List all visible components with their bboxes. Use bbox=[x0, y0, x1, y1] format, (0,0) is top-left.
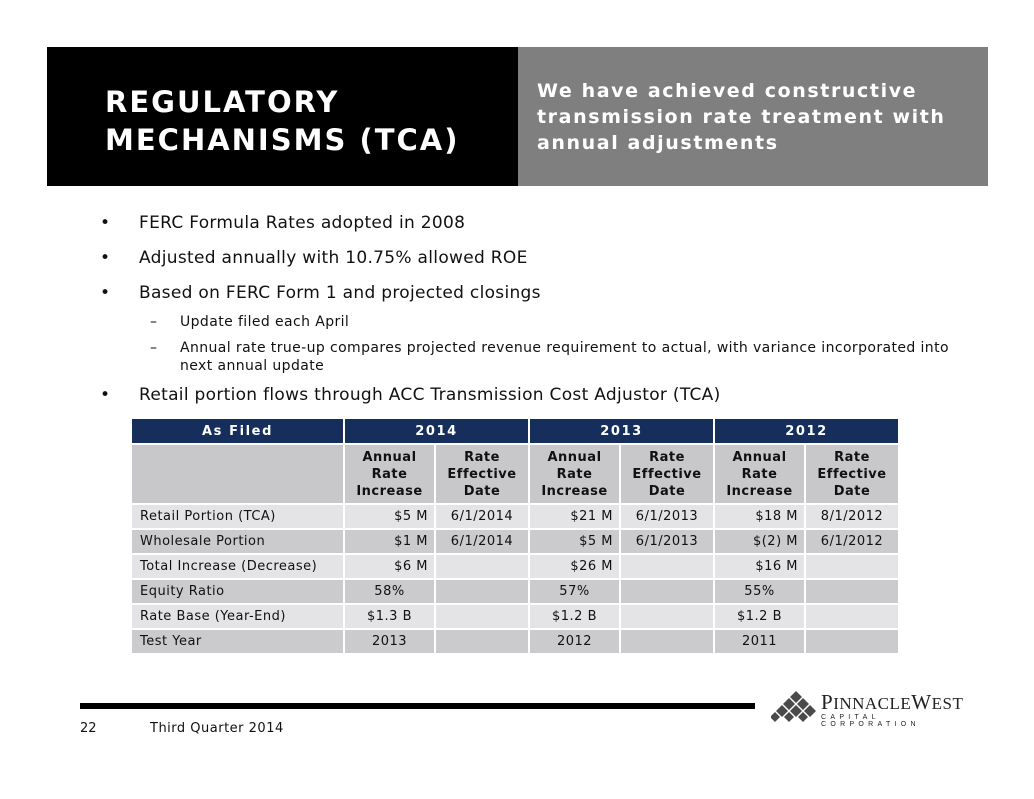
cell-increase-2012: $(2) M bbox=[714, 529, 805, 554]
cell-increase-2014: $5 M bbox=[344, 504, 435, 529]
cell-date-2014 bbox=[435, 604, 529, 629]
bullet-text: Based on FERC Form 1 and projected closings bbox=[139, 283, 541, 303]
sub-bullet-marker: – bbox=[150, 314, 158, 330]
cell-increase-2013: 57% bbox=[529, 579, 620, 604]
row-label: Equity Ratio bbox=[131, 579, 344, 604]
row-label: Rate Base (Year-End) bbox=[131, 604, 344, 629]
table-row bbox=[131, 604, 899, 629]
col-header-increase: Annual Rate Increase bbox=[714, 444, 805, 504]
col-header-date: Rate Effective Date bbox=[435, 444, 529, 504]
cell-increase-2013: $26 M bbox=[529, 554, 620, 579]
bullet-item bbox=[100, 212, 950, 234]
cell-increase-2012: 2011 bbox=[714, 629, 805, 654]
row-label: Wholesale Portion bbox=[131, 529, 344, 554]
cell-date-2013: 6/1/2013 bbox=[620, 504, 714, 529]
sub-bullet-item bbox=[100, 339, 950, 375]
cell-date-2013 bbox=[620, 604, 714, 629]
company-logo bbox=[771, 690, 964, 728]
cell-increase-2014: $1.3 B bbox=[344, 604, 435, 629]
page-subtitle: We have achieved constructive transmission rate treatment with annual adjustments bbox=[537, 80, 946, 154]
diamond-cluster-icon bbox=[771, 690, 821, 724]
bullet-item bbox=[100, 384, 950, 406]
cell-date-2012 bbox=[805, 579, 899, 604]
bullet-text: Adjusted annually with 10.75% allowed ROE bbox=[139, 248, 528, 268]
cell-date-2012: 6/1/2012 bbox=[805, 529, 899, 554]
row-label: Retail Portion (TCA) bbox=[131, 504, 344, 529]
cell-date-2012 bbox=[805, 629, 899, 654]
title-line-2: MECHANISMS (TCA) bbox=[105, 123, 460, 157]
bullet-item bbox=[100, 282, 950, 304]
year-header-2013: 2013 bbox=[529, 418, 714, 444]
cell-increase-2013: 2012 bbox=[529, 629, 620, 654]
col-header-date: Rate Effective Date bbox=[805, 444, 899, 504]
bullet-marker: • bbox=[100, 213, 111, 233]
cell-date-2013 bbox=[620, 629, 714, 654]
cell-increase-2013: $21 M bbox=[529, 504, 620, 529]
col-header-increase: Annual Rate Increase bbox=[529, 444, 620, 504]
title-line-1: REGULATORY bbox=[105, 85, 340, 119]
col-header-increase: Annual Rate Increase bbox=[344, 444, 435, 504]
table-year-header-row bbox=[131, 418, 899, 444]
bullet-marker: • bbox=[100, 248, 111, 268]
logo-wordmark bbox=[821, 690, 963, 728]
cell-increase-2014: $6 M bbox=[344, 554, 435, 579]
page-title bbox=[105, 83, 459, 159]
page-number: 22 bbox=[80, 721, 97, 736]
cell-increase-2012: $18 M bbox=[714, 504, 805, 529]
cell-date-2012: 8/1/2012 bbox=[805, 504, 899, 529]
cell-date-2014 bbox=[435, 579, 529, 604]
subtitle-panel bbox=[518, 47, 988, 186]
table-row bbox=[131, 554, 899, 579]
cell-date-2013: 6/1/2013 bbox=[620, 529, 714, 554]
cell-increase-2013: $5 M bbox=[529, 529, 620, 554]
table-row bbox=[131, 504, 899, 529]
cell-date-2013 bbox=[620, 579, 714, 604]
cell-increase-2014: $1 M bbox=[344, 529, 435, 554]
table-row bbox=[131, 579, 899, 604]
sub-bullet-marker: – bbox=[150, 340, 158, 356]
cell-date-2014: 6/1/2014 bbox=[435, 504, 529, 529]
cell-increase-2012: $1.2 B bbox=[714, 604, 805, 629]
table-blank-header bbox=[131, 444, 344, 504]
cell-increase-2012: 55% bbox=[714, 579, 805, 604]
cell-increase-2013: $1.2 B bbox=[529, 604, 620, 629]
logo-name: PINNACLEWEST bbox=[821, 690, 964, 714]
bullet-text: Retail portion flows through ACC Transmission Cost Adjustor (TCA) bbox=[139, 385, 721, 405]
table-corner-header: As Filed bbox=[131, 418, 344, 444]
col-header-date: Rate Effective Date bbox=[620, 444, 714, 504]
cell-date-2012 bbox=[805, 554, 899, 579]
cell-date-2013 bbox=[620, 554, 714, 579]
title-panel bbox=[47, 47, 518, 186]
cell-date-2014 bbox=[435, 629, 529, 654]
year-header-2014: 2014 bbox=[344, 418, 529, 444]
bullet-marker: • bbox=[100, 283, 111, 303]
sub-bullet-text: Update filed each April bbox=[180, 314, 350, 330]
rate-table bbox=[130, 417, 900, 655]
table-row bbox=[131, 529, 899, 554]
row-label: Test Year bbox=[131, 629, 344, 654]
footer-quarter: Third Quarter 2014 bbox=[150, 721, 284, 736]
year-header-2012: 2012 bbox=[714, 418, 899, 444]
footer-divider bbox=[80, 703, 755, 709]
bullet-item bbox=[100, 247, 950, 269]
cell-increase-2012: $16 M bbox=[714, 554, 805, 579]
table-column-header-row bbox=[131, 444, 899, 504]
sub-bullet-text: Annual rate true-up compares projected revenue requirement to actual, with variance incorporated into next annual update bbox=[180, 340, 949, 374]
sub-bullet-item bbox=[100, 313, 950, 331]
row-label: Total Increase (Decrease) bbox=[131, 554, 344, 579]
bullet-marker: • bbox=[100, 385, 111, 405]
logo-subtitle: CAPITAL CORPORATION bbox=[821, 714, 920, 728]
table-row bbox=[131, 629, 899, 654]
cell-date-2012 bbox=[805, 604, 899, 629]
sub-bullet-list bbox=[100, 313, 950, 375]
cell-increase-2014: 2013 bbox=[344, 629, 435, 654]
bullet-text: FERC Formula Rates adopted in 2008 bbox=[139, 213, 466, 233]
cell-date-2014 bbox=[435, 554, 529, 579]
bullet-list bbox=[100, 212, 950, 419]
cell-date-2014: 6/1/2014 bbox=[435, 529, 529, 554]
cell-increase-2014: 58% bbox=[344, 579, 435, 604]
